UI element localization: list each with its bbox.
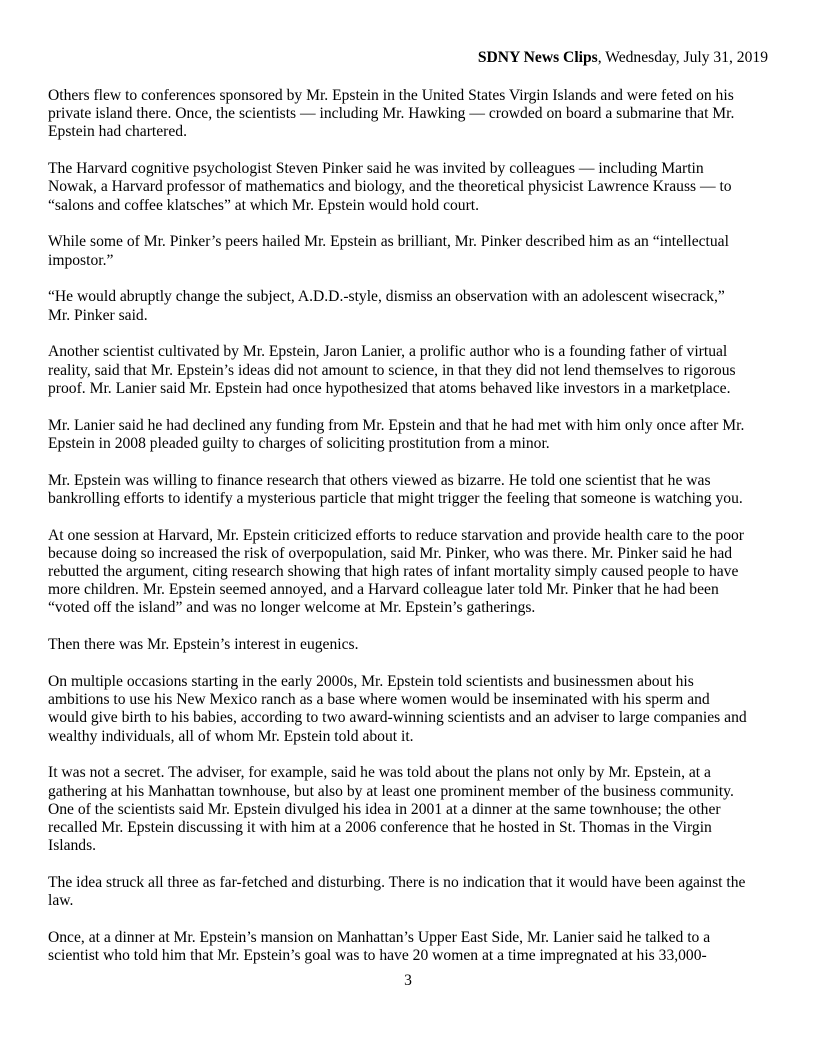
text-line: Mr. Lanier said he had declined any funding from Mr. Epstein and that he had met with him only once after Mr.: [48, 416, 745, 434]
paragraph: [48, 764, 778, 855]
text-line: Others flew to conferences sponsored by Mr. Epstein in the United States Virgin Islands and were feted on his: [48, 87, 734, 104]
paragraph: [48, 636, 778, 654]
publication-title: SDNY News Clips: [477, 49, 598, 66]
paragraph: [48, 343, 778, 398]
paragraph: [48, 527, 778, 618]
text-line: On multiple occasions starting in the early 2000s, Mr. Epstein told scientists and businessmen about his: [48, 673, 694, 691]
text-line: scientist who told him that Mr. Epstein’s goal was to have 20 women at a time impregnated at his 33,000-: [48, 947, 707, 965]
text-line: proof. Mr. Lanier said Mr. Epstein had once hypothesized that atoms behaved like investors in a marketplace.: [48, 379, 731, 397]
text-line: Islands.: [48, 837, 97, 855]
text-line: The idea struck all three as far-fetched and disturbing. There is no indication that it would have been against the: [48, 874, 746, 892]
text-line: “voted off the island” and was no longer welcome at Mr. Epstein’s gatherings.: [48, 599, 536, 617]
text-line: private island there. Once, the scientists — including Mr. Hawking — crowded on board a submarine that Mr.: [48, 105, 735, 123]
text-line: ambitions to use his New Mexico ranch as a base where women would be inseminated with his sperm and: [48, 691, 710, 709]
paragraph: [48, 233, 778, 269]
header-date: , Wednesday, July 31, 2019: [597, 49, 768, 66]
paragraph: [48, 87, 778, 142]
article-body: [48, 87, 778, 984]
text-line: “He would abruptly change the subject, A.D.D.-style, dismiss an observation with an adolescent wisecrack,”: [48, 288, 725, 306]
text-line: Nowak, a Harvard professor of mathematics and biology, and the theoretical physicist Lawrence Krauss — to: [48, 178, 732, 196]
text-line: wealthy individuals, all of whom Mr. Epstein told about it.: [48, 727, 414, 745]
text-line: Then there was Mr. Epstein’s interest in eugenics.: [48, 636, 359, 654]
text-line: Epstein in 2008 pleaded guilty to charges of soliciting prostitution from a minor.: [48, 434, 550, 452]
text-line: because doing so increased the risk of overpopulation, said Mr. Pinker, who was there. Mr. Pinker said he had: [48, 544, 733, 562]
text-line: Once, at a dinner at Mr. Epstein’s mansion on Manhattan’s Upper East Side, Mr. Lanier said he talked to a: [48, 929, 711, 947]
text-line: Mr. Epstein was willing to finance research that others viewed as bizarre. He told one scientist that he was: [48, 471, 711, 489]
text-line: impostor.”: [48, 251, 114, 269]
page-header: [478, 49, 768, 67]
text-line: more children. Mr. Epstein seemed annoyed, and a Harvard colleague later told Mr. Pinker that he had been: [48, 581, 719, 599]
paragraph: [48, 160, 778, 215]
paragraph: [48, 929, 778, 965]
text-line: gathering at his Manhattan townhouse, but also by at least one prominent member of the business community.: [48, 782, 734, 800]
text-line: would give birth to his babies, according to two award-winning scientists and an adviser to large companies and: [48, 709, 747, 727]
text-line: law.: [48, 892, 74, 910]
text-line: It was not a secret. The adviser, for example, said he was told about the plans not only by Mr. Epstein, at a: [48, 764, 711, 782]
paragraph: [48, 288, 778, 324]
text-line: While some of Mr. Pinker’s peers hailed Mr. Epstein as brilliant, Mr. Pinker described him as an “intellectual: [48, 233, 729, 251]
text-line: rebutted the argument, citing research showing that high rates of infant mortality simply caused people to have: [48, 563, 739, 581]
text-line: One of the scientists said Mr. Epstein divulged his idea in 2001 at a dinner at the same townhouse; the other: [48, 800, 721, 818]
paragraph: [48, 472, 778, 508]
text-line: bankrolling efforts to identify a mysterious particle that might trigger the feeling that someone is watching you.: [48, 489, 743, 507]
text-line: At one session at Harvard, Mr. Epstein criticized efforts to reduce starvation and provide health care to the poor: [48, 526, 745, 544]
paragraph: [48, 874, 778, 910]
text-line: recalled Mr. Epstein discussing it with him at a 2006 conference that he hosted in St. Thomas in the Virgin: [48, 819, 712, 837]
page-number: 3: [404, 972, 412, 989]
text-line: reality, said that Mr. Epstein’s ideas did not amount to science, in that they did not lend themselves to rigorous: [48, 361, 736, 379]
text-line: “salons and coffee klatsches” at which Mr. Epstein would hold court.: [48, 196, 480, 214]
text-line: Epstein had chartered.: [48, 123, 187, 141]
paragraph: [48, 673, 778, 746]
text-line: Mr. Pinker said.: [48, 306, 148, 324]
paragraph: [48, 417, 778, 453]
text-line: The Harvard cognitive psychologist Steven Pinker said he was invited by colleagues — including Martin: [48, 160, 704, 178]
text-line: Another scientist cultivated by Mr. Epstein, Jaron Lanier, a prolific author who is a founding father of virtual: [48, 343, 728, 361]
